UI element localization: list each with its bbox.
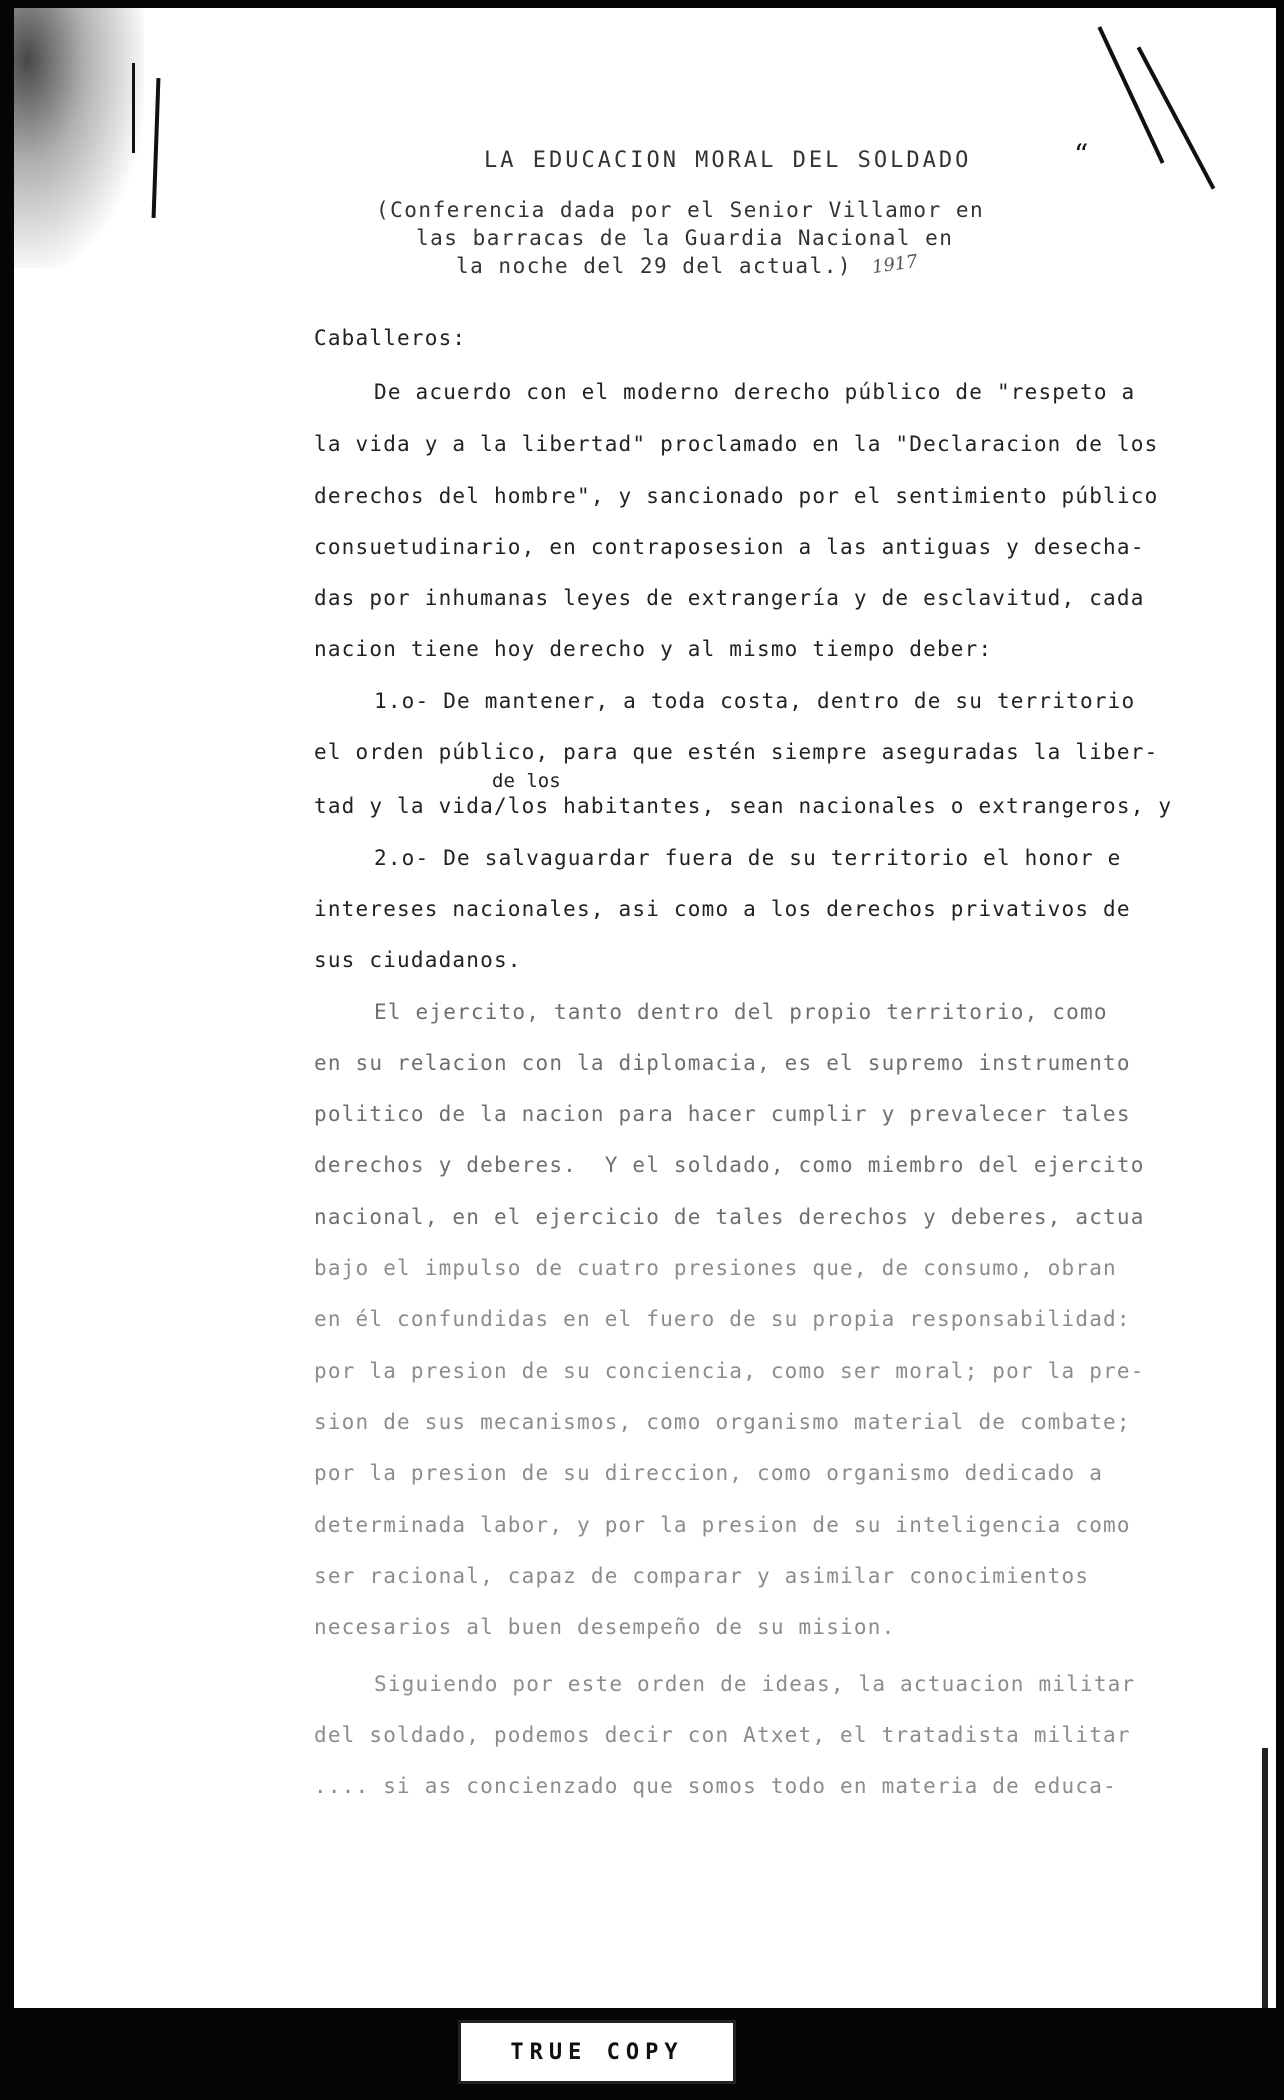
margin-mark — [1262, 1748, 1268, 2008]
body-line: bajo el impulso de cuatro presiones que, de consumo, obran — [314, 1256, 1117, 1280]
body-line: sion de sus mecanismos, como organismo material de combate; — [314, 1410, 1131, 1434]
body-line: consuetudinario, en contraposesion a las antiguas y desecha- — [314, 535, 1145, 559]
body-line: la vida y a la libertad" proclamado en la "Declaracion de los — [314, 432, 1159, 456]
body-line: 2.o- De salvaguardar fuera de su territorio el honor e — [374, 846, 1122, 870]
scan-smudge — [14, 8, 144, 268]
body-line: por la presion de su conciencia, como ser moral; por la pre- — [314, 1359, 1145, 1383]
body-line: Siguiendo por este orden de ideas, la actuacion militar — [374, 1672, 1136, 1696]
body-line: 1.o- De mantener, a toda costa, dentro de su territorio — [374, 689, 1136, 713]
body-line: intereses nacionales, asi como a los derechos privativos de — [314, 897, 1131, 921]
body-line: De acuerdo con el moderno derecho público de "respeto a — [374, 380, 1136, 404]
handwritten-note: 1917 — [870, 250, 920, 279]
body-line: determinada labor, y por la presion de su inteligencia como — [314, 1513, 1131, 1537]
body-line: en su relacion con la diplomacia, es el supremo instrumento — [314, 1051, 1131, 1075]
body-line: tad y la vida/los habitantes, sean nacionales o extrangeros, y — [314, 794, 1173, 818]
document-title: LA EDUCACION MORAL DEL SOLDADO — [484, 148, 972, 173]
body-line: necesarios al buen desempeño de su mision. — [314, 1615, 896, 1639]
subtitle-line: la noche del 29 del actual.) — [456, 254, 853, 278]
ink-mark: “ — [1074, 138, 1089, 171]
body-line: derechos y deberes. Y el soldado, como miembro del ejercito — [314, 1153, 1145, 1177]
margin-mark — [1137, 46, 1216, 189]
interlinear-insert: de los — [492, 770, 561, 792]
body-line: del soldado, podemos decir con Atxet, el tratadista militar — [314, 1723, 1131, 1747]
true-copy-stamp — [458, 2020, 736, 2084]
body-line: el orden público, para que estén siempre aseguradas la liber- — [314, 740, 1159, 764]
body-line: sus ciudadanos. — [314, 948, 522, 972]
margin-mark — [152, 78, 161, 218]
document-page — [14, 8, 1276, 2008]
body-line: El ejercito, tanto dentro del propio territorio, como — [374, 1000, 1108, 1024]
margin-mark — [1097, 26, 1164, 164]
stamp-label: TRUE COPY — [510, 2039, 684, 2065]
body-line: derechos del hombre", y sancionado por el sentimiento público — [314, 484, 1159, 508]
body-line: por la presion de su direccion, como organismo dedicado a — [314, 1461, 1104, 1485]
body-line: nacion tiene hoy derecho y al mismo tiempo deber: — [314, 637, 993, 661]
salutation: Caballeros: — [314, 326, 467, 350]
subtitle-line: (Conferencia dada por el Senior Villamor en — [376, 198, 985, 222]
body-line: das por inhumanas leyes de extrangería y de esclavitud, cada — [314, 586, 1145, 610]
body-line: .... si as concienzado que somos todo en materia de educa- — [314, 1774, 1117, 1798]
body-line: nacional, en el ejercicio de tales derechos y deberes, actua — [314, 1205, 1145, 1229]
margin-mark — [132, 63, 135, 153]
subtitle-line: las barracas de la Guardia Nacional en — [416, 226, 954, 250]
body-line: politico de la nacion para hacer cumplir y prevalecer tales — [314, 1102, 1131, 1126]
body-line: en él confundidas en el fuero de su propia responsabilidad: — [314, 1307, 1131, 1331]
body-line: ser racional, capaz de comparar y asimilar conocimientos — [314, 1564, 1090, 1588]
